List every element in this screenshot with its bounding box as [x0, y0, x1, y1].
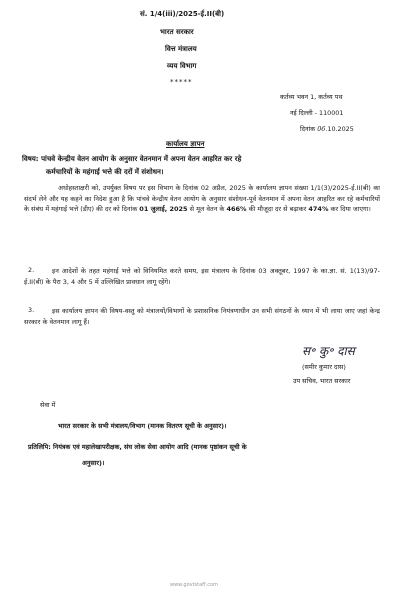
- memo-date: [300, 124, 354, 133]
- para3-text: इस कार्यालय ज्ञापन की विषय-वस्तु को मंत्रालयों/विभागों के प्रशासनिक नियंत्रणाधीन उन सभी संगठनों के ध्यान में भी लाया जाए जहां केन्द्र सरकार के वेतनमान लागू हैं।: [24, 307, 380, 326]
- subject-text-1: पांचवे केन्द्रीय वेतन आयोग के अनुसार वेतनमान में अपना वेतन आहरित कर रहे: [41, 155, 242, 163]
- subject-line-1: [22, 155, 241, 164]
- para3-number: 3.: [28, 306, 35, 314]
- department-name: व्यय विभाग: [167, 62, 197, 70]
- para1-date-bold: 01 जुलाई, 2025: [139, 205, 188, 214]
- copy-to-line-1: [28, 442, 247, 451]
- government-name: भारत सरकार: [160, 28, 194, 36]
- ministry-name: वित्त मंत्रालय: [165, 45, 197, 53]
- para1-text-a: अधोहस्ताक्षरी को, उपर्युक्त विषय पर इस विभाग के दिनांक 02 अप्रैल, 2025 के कार्यालय ज्ञापन संख्या 1/1(3)/2025-ई.II(बी) का संदर्भ लेने और यह कहने का निदेश हुआ है कि पांचवे केन्द्रीय वेतन आयोग के अनुसार संशोधन-पूर्व वेतनमान में अपना वेतन आहरित कर रहे कर्मचारियों के संबंध में महंगाई भत्ते (डीए) की दर को दिनांक: [24, 184, 380, 214]
- para1-text-d: कर दिया जाएगा।: [328, 205, 371, 214]
- para1-new-rate: 474%: [308, 205, 329, 214]
- subject-label: विषय:: [22, 155, 39, 163]
- date-handwritten-day: 06: [317, 125, 326, 133]
- para1-text-b: से मूल वेतन के: [187, 205, 227, 214]
- paragraph-2: [24, 266, 380, 287]
- subject-line-2: कर्मचारियों के महंगाई भत्ते की दरों में संशोधन।: [46, 168, 164, 176]
- address-line-1: कर्तव्य भवन 1, कर्तव्य पथ: [280, 93, 343, 101]
- signature-scribble: स॰ कु॰ दास: [302, 344, 355, 358]
- signatory-name: (समीर कुमार दास): [302, 363, 346, 371]
- memo-title: कार्यालय ज्ञापन: [166, 140, 205, 148]
- para2-text: इन आदेशों के तहत महंगाई भत्ते को विनियमित करते समय, इस मंत्रालय के दिनांक 03 अक्तूबर, 1997 के का.ज्ञा. सं. 1(13)/97-ई.II(बी) के पैरा 3, 4 और 5 में उल्लिखित प्रावधान लागू रहेंगे।: [24, 267, 380, 286]
- para2-number: 2.: [28, 266, 35, 274]
- date-label: दिनांक: [300, 125, 316, 133]
- paragraph-1: [24, 183, 380, 215]
- watermark-text: www.govtstaff.com: [170, 582, 218, 588]
- file-number: सं. 1/4(iii)/2025-ई.II(बी): [140, 10, 225, 18]
- date-month-year: .10.2025: [325, 125, 354, 133]
- copy-to-label: प्रतिलिपि:: [28, 443, 51, 451]
- copy-to-text: नियंत्रक एवं महालेखापरीक्षक, संघ लोक सेवा आयोग आदि (मानक पृष्ठांकन सूची के: [53, 443, 247, 451]
- para1-old-rate: 466%: [226, 205, 247, 214]
- para1-text-c: की मौजूदा दर से बढ़ाकर: [246, 205, 309, 214]
- signatory-designation: उप सचिव, भारत सरकार: [293, 377, 351, 385]
- paragraph-3: [24, 306, 380, 327]
- separator-stars: *****: [170, 78, 193, 86]
- addressee-label: सेवा में: [40, 401, 56, 409]
- addressee-text: भारत सरकार के सभी मंत्रालय/विभाग (मानक वितरण सूची के अनुसार)।: [58, 422, 227, 430]
- copy-to-line-2: अनुसार)।: [82, 459, 105, 467]
- address-line-2: नई दिल्ली - 110001: [290, 109, 344, 117]
